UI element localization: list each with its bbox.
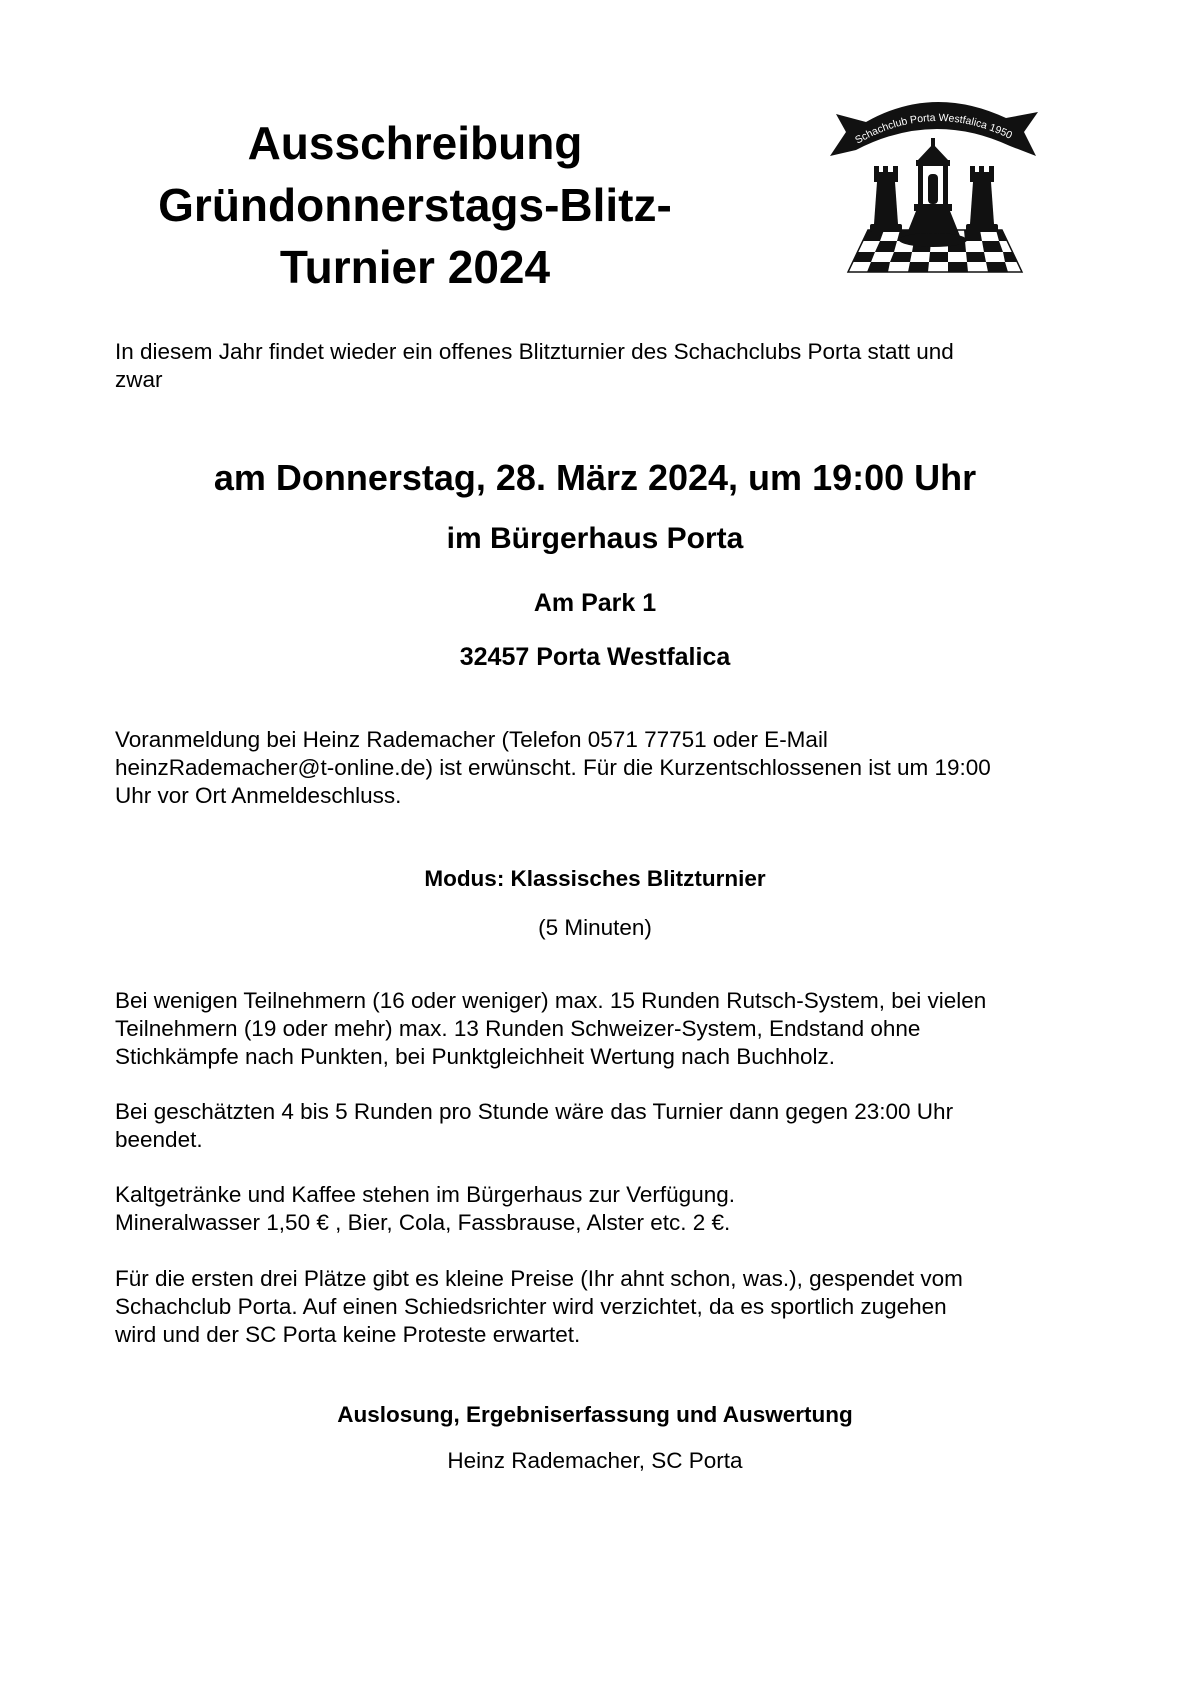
rules-line-3: Stichkämpfe nach Punkten, bei Punktgleichheit Wertung nach Buchholz. xyxy=(115,1044,836,1069)
registration-paragraph xyxy=(115,726,1075,810)
mode-heading: Modus: Klassisches Blitzturnier xyxy=(424,866,766,891)
logo-banner-text: Schachclub Porta Westfalica 1950 xyxy=(853,111,1015,147)
prizes-line-2: Schachclub Porta. Auf einen Schiedsrichter wird verzichtet, da es sportlich zugehen xyxy=(115,1294,947,1319)
event-street: Am Park 1 xyxy=(533,589,657,617)
drinks-line-1: Kaltgetränke und Kaffee stehen im Bürgerhaus zur Verfügung. xyxy=(115,1182,735,1207)
intro-paragraph xyxy=(115,338,1075,394)
rules-paragraph xyxy=(115,987,1075,1071)
intro-line-2: zwar xyxy=(115,367,163,392)
prizes-line-3: wird und der SC Porta keine Proteste erwartet. xyxy=(115,1322,581,1347)
event-date-time: am Donnerstag, 28. März 2024, um 19:00 Uhr xyxy=(213,457,977,498)
title-line-1: Ausschreibung xyxy=(247,117,583,169)
footer-name: Heinz Rademacher, SC Porta xyxy=(447,1448,743,1473)
rules-line-1: Bei wenigen Teilnehmern (16 oder weniger) max. 15 Runden Rutsch-System, bei vielen xyxy=(115,988,987,1013)
mode-time: (5 Minuten) xyxy=(538,915,652,940)
event-venue: im Bürgerhaus Porta xyxy=(446,522,744,555)
event-city: 32457 Porta Westfalica xyxy=(459,643,731,671)
schedule-line-1: Bei geschätzten 4 bis 5 Runden pro Stunde wäre das Turnier dann gegen 23:00 Uhr xyxy=(115,1099,954,1124)
drinks-paragraph xyxy=(115,1181,1075,1237)
schedule-line-2: beendet. xyxy=(115,1127,203,1152)
prizes-line-1: Für die ersten drei Plätze gibt es kleine Preise (Ihr ahnt schon, was.), gespendet vom xyxy=(115,1266,963,1291)
prizes-paragraph xyxy=(115,1265,1075,1349)
chess-club-logo xyxy=(826,100,1040,278)
intro-line-1: In diesem Jahr findet wieder ein offenes Blitzturnier des Schachclubs Porta statt und xyxy=(115,339,954,364)
registration-line-1: Voranmeldung bei Heinz Rademacher (Telefon 0571 77751 oder E-Mail xyxy=(115,727,828,752)
title-line-2: Gründonnerstags-Blitz- xyxy=(158,179,672,231)
registration-line-3: Uhr vor Ort Anmeldeschluss. xyxy=(115,783,402,808)
schedule-paragraph xyxy=(115,1098,1075,1154)
rules-line-2: Teilnehmern (19 oder mehr) max. 13 Runden Schweizer-System, Endstand ohne xyxy=(115,1016,921,1041)
page-title xyxy=(100,112,730,298)
drinks-line-2: Mineralwasser 1,50 € , Bier, Cola, Fassbrause, Alster etc. 2 €. xyxy=(115,1210,731,1235)
registration-line-2: heinzRademacher@t-online.de) ist erwünscht. Für die Kurzentschlossenen ist um 19:00 xyxy=(115,755,991,780)
title-line-3: Turnier 2024 xyxy=(279,241,551,293)
footer-heading: Auslosung, Ergebniserfassung und Auswertung xyxy=(337,1402,853,1427)
